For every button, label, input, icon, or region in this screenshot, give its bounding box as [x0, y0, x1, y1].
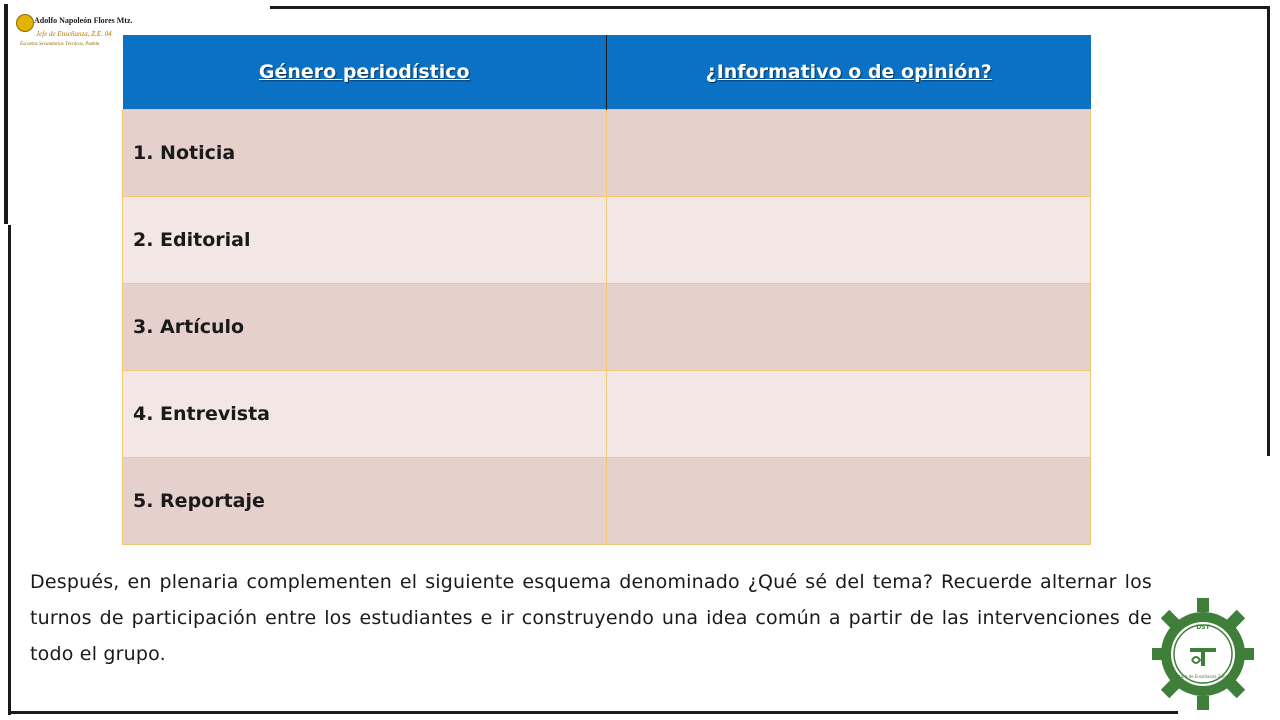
answer-cell[interactable]: [607, 284, 1091, 371]
genre-table: [122, 35, 1091, 545]
genre-cell: 2. Editorial: [123, 197, 607, 284]
table-header-row: [123, 35, 1091, 110]
logo-mark-icon: [16, 14, 34, 32]
dst-seal-icon: [1150, 596, 1256, 712]
logo-institution: Escuelas Secundarias Técnicas, Puebla: [20, 42, 100, 47]
answer-cell[interactable]: [607, 110, 1091, 197]
answer-cell[interactable]: [607, 458, 1091, 545]
table-row: [123, 371, 1091, 458]
genre-cell: 4. Entrevista: [123, 371, 607, 458]
logo-position: Jefe de Enseñanza, Z.E. 04: [36, 30, 112, 38]
instructions-paragraph: Después, en plenaria complementen el siguiente esquema denominado ¿Qué sé del tema? Recuerde alternar los turnos de participación entre los estudiantes e ir construyendo una idea común a partir de las intervenciones de todo el grupo.: [30, 571, 1152, 665]
logo-author-name: Adolfo Napoleón Flores Mtz.: [34, 16, 133, 25]
author-logo: [14, 12, 133, 58]
frame-right-line: [1267, 6, 1270, 456]
header-genre: Género periodístico: [123, 35, 607, 110]
table-row: [123, 197, 1091, 284]
frame-top-line: [270, 6, 1270, 9]
header-type: ¿Informativo o de opinión?: [607, 35, 1091, 110]
answer-cell[interactable]: [607, 371, 1091, 458]
frame-left-line: [8, 225, 11, 715]
table-row: [123, 284, 1091, 371]
answer-cell[interactable]: [607, 197, 1091, 284]
frame-bottom-line: [8, 711, 1178, 714]
genre-cell: 5. Reportaje: [123, 458, 607, 545]
frame-corner-line: [4, 4, 8, 224]
table-row: [123, 458, 1091, 545]
seal-top-text: DST: [1196, 624, 1210, 631]
table-row: [123, 110, 1091, 197]
genre-cell: 3. Artículo: [123, 284, 607, 371]
genre-cell: 1. Noticia: [123, 110, 607, 197]
seal-bottom-text: Jefatura de Enseñanza Zona 04: [1171, 674, 1235, 679]
